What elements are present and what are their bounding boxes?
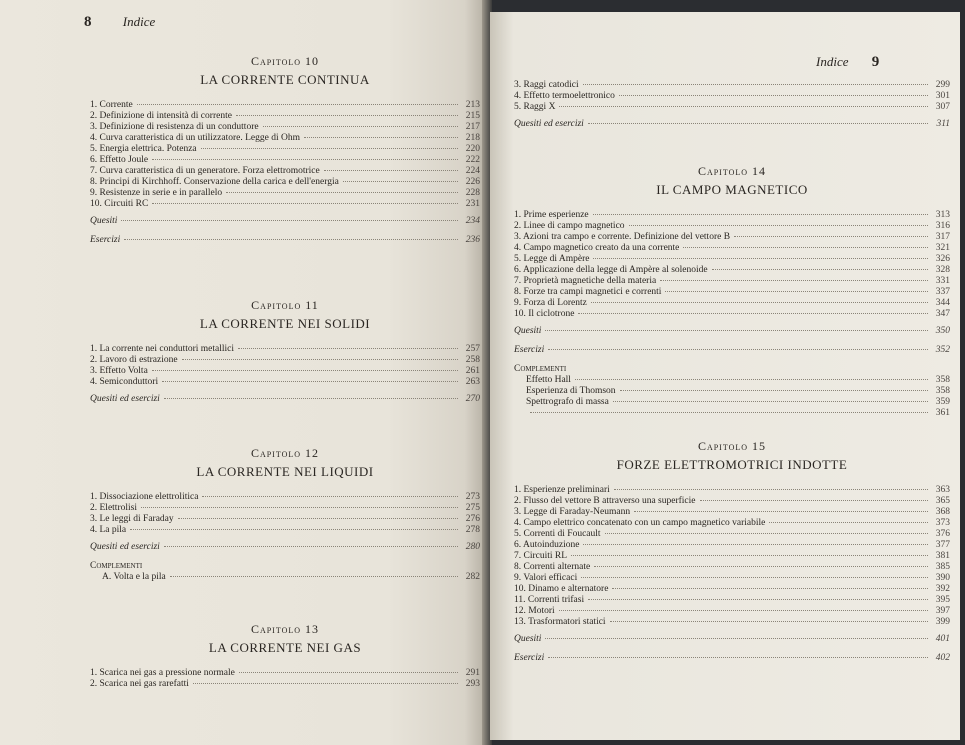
entry-page-number: 313 — [935, 210, 950, 220]
entry-label: 5. Legge di Ampère — [514, 254, 590, 264]
entry-page-number: 224 — [465, 166, 480, 176]
entry-page-number: 228 — [465, 188, 480, 198]
dot-leader — [130, 529, 458, 530]
entry-page-number: 328 — [935, 265, 950, 275]
dot-leader — [614, 489, 928, 490]
entry-label: Quesiti — [514, 634, 542, 644]
dot-leader — [170, 576, 458, 577]
entry-label: 8. Forze tra campi magnetici e correnti — [514, 287, 662, 297]
entry-label: 10. Il ciclotrone — [514, 309, 575, 319]
dot-leader — [629, 225, 928, 226]
toc-entry — [90, 514, 480, 525]
entry-page-number: 299 — [935, 80, 950, 90]
dot-leader — [571, 555, 928, 556]
dot-leader — [613, 401, 928, 402]
dot-leader — [141, 507, 458, 508]
toc-entry — [514, 551, 950, 562]
entry-page-number: 358 — [935, 386, 950, 396]
left-header-title: Indice — [122, 14, 156, 29]
toc-exercises-entry — [514, 326, 950, 337]
toc-exercises-entry — [90, 216, 480, 227]
dot-leader — [343, 181, 458, 182]
entry-page-number: 326 — [935, 254, 950, 264]
entry-page-number: 226 — [465, 177, 480, 187]
dot-leader — [164, 546, 458, 547]
left-running-head — [84, 14, 155, 31]
chapter-12 — [90, 446, 480, 583]
dot-leader — [559, 610, 928, 611]
entry-page-number: 352 — [935, 345, 950, 355]
dot-leader — [619, 95, 928, 96]
toc-complement-entry — [90, 572, 480, 583]
entry-page-number: 358 — [935, 375, 950, 385]
entry-label: Esperienza di Thomson — [526, 386, 616, 396]
chapter-13 — [90, 622, 480, 690]
toc-entry — [90, 177, 480, 188]
entry-label: 10. Dinamo e alternatore — [514, 584, 609, 594]
entry-label: 3. Le leggi di Faraday — [90, 514, 174, 524]
dot-leader — [239, 672, 458, 673]
dot-leader — [612, 588, 928, 589]
toc-entry — [514, 309, 950, 320]
toc-entry — [90, 166, 480, 177]
dot-leader — [548, 349, 928, 350]
entry-label: 4. Semiconduttori — [90, 377, 159, 387]
entry-page-number: 273 — [465, 492, 480, 502]
toc-entry — [90, 188, 480, 199]
chapter-label: Capitolo 15 — [697, 439, 767, 453]
dot-leader — [201, 148, 458, 149]
entry-page-number: 275 — [465, 503, 480, 513]
dot-leader — [137, 104, 458, 105]
entry-page-number: 301 — [935, 91, 950, 101]
chapter-title: FORZE ELETTROMOTRICI INDOTTE — [616, 457, 848, 472]
dot-leader — [665, 291, 928, 292]
dot-leader — [588, 599, 928, 600]
entry-page-number: 402 — [935, 653, 950, 663]
entry-label: 4. Campo elettrico concatenato con un campo magnetico variabile — [514, 518, 766, 528]
entry-label: 2. Lavoro di estrazione — [90, 355, 178, 365]
toc-entry — [514, 287, 950, 298]
toc-entry — [90, 503, 480, 514]
dot-leader — [152, 159, 458, 160]
entry-page-number: 307 — [935, 102, 950, 112]
toc-entry — [514, 254, 950, 265]
toc-entry — [514, 584, 950, 595]
entry-label: Quesiti ed esercizi — [90, 542, 160, 552]
entry-page-number: 278 — [465, 525, 480, 535]
dot-leader — [124, 239, 458, 240]
toc-entry — [514, 232, 950, 243]
entry-page-number: 222 — [465, 155, 480, 165]
right-page-number: 9 — [871, 54, 880, 70]
toc-exercises-entry — [514, 345, 950, 356]
toc-entry — [90, 366, 480, 377]
entry-label: 7. Circuiti RL — [514, 551, 568, 561]
toc-entry — [90, 492, 480, 503]
entry-label: 2. Scarica nei gas rarefatti — [90, 679, 189, 689]
entry-page-number: 282 — [465, 572, 480, 582]
entry-label: 6. Effetto Joule — [90, 155, 149, 165]
toc-entry — [514, 573, 950, 584]
toc-entry — [514, 210, 950, 221]
entry-page-number: 392 — [935, 584, 950, 594]
entry-label: Quesiti — [514, 326, 542, 336]
entry-label: 9. Forza di Lorentz — [514, 298, 587, 308]
entry-label: 9. Valori efficaci — [514, 573, 578, 583]
dot-leader — [530, 412, 928, 413]
dot-leader — [575, 379, 928, 380]
dot-leader — [593, 214, 928, 215]
entry-page-number: 365 — [935, 496, 950, 506]
toc-entry — [514, 617, 950, 628]
toc-complement-entry — [514, 397, 950, 408]
entry-label: 10. Circuiti RC — [90, 199, 149, 209]
toc-exercises-entry — [514, 634, 950, 645]
entry-label: 4. Curva caratteristica di un utilizzatore. Legge di Ohm — [90, 133, 300, 143]
entry-label: 3. Azioni tra campo e corrente. Definizione del vettore B — [514, 232, 731, 242]
entry-page-number: 377 — [935, 540, 950, 550]
chapter-10 — [90, 54, 480, 246]
entry-page-number: 213 — [465, 100, 480, 110]
dot-leader — [769, 522, 928, 523]
chapter-14 — [514, 164, 950, 419]
entry-page-number: 399 — [935, 617, 950, 627]
toc-entry — [90, 525, 480, 536]
toc-entry — [514, 540, 950, 551]
dot-leader — [545, 330, 928, 331]
entry-page-number: 337 — [935, 287, 950, 297]
entry-page-number: 376 — [935, 529, 950, 539]
dot-leader — [193, 683, 458, 684]
toc-entry — [514, 529, 950, 540]
entry-page-number: 220 — [465, 144, 480, 154]
dot-leader — [620, 390, 928, 391]
entry-label: 1. Scarica nei gas a pressione normale — [90, 668, 235, 678]
chapter-title: IL CAMPO MAGNETICO — [656, 182, 808, 197]
entry-page-number: 270 — [465, 394, 480, 404]
toc-exercises-entry — [90, 542, 480, 553]
dot-leader — [593, 258, 928, 259]
chapter-label: Capitolo 13 — [250, 622, 320, 636]
entry-page-number: 215 — [465, 111, 480, 121]
toc-entry — [90, 199, 480, 210]
toc-entry — [90, 344, 480, 355]
entry-page-number: 218 — [465, 133, 480, 143]
toc-exercises-entry — [514, 119, 950, 130]
entry-page-number: 234 — [465, 216, 480, 226]
toc-entry — [514, 606, 950, 617]
dot-leader — [559, 106, 928, 107]
dot-leader — [634, 511, 928, 512]
toc-entry — [514, 80, 950, 91]
toc-entry — [514, 276, 950, 287]
chapter-title: LA CORRENTE CONTINUA — [200, 72, 370, 87]
entry-label: 9. Resistenze in serie e in parallelo — [90, 188, 223, 198]
right-header-title: Indice — [816, 54, 849, 69]
entry-label: 2. Definizione di intensità di corrente — [90, 111, 232, 121]
entry-page-number: 359 — [935, 397, 950, 407]
entry-page-number: 401 — [935, 634, 950, 644]
toc-complement-entry — [514, 375, 950, 386]
chapter-title: LA CORRENTE NEI GAS — [208, 640, 362, 655]
toc-entry — [514, 102, 950, 113]
entry-label: 5. Energia elettrica. Potenza — [90, 144, 197, 154]
entry-page-number: 397 — [935, 606, 950, 616]
toc-entry — [514, 243, 950, 254]
entry-page-number: 231 — [465, 199, 480, 209]
toc-entry — [90, 355, 480, 366]
complements-label: Complementi — [90, 561, 143, 571]
dot-leader — [548, 657, 928, 658]
dot-leader — [202, 496, 458, 497]
entry-page-number: 317 — [935, 232, 950, 242]
dot-leader — [182, 359, 458, 360]
entry-label: 8. Principi di Kirchhoff. Conservazione della carica e dell'energia — [90, 177, 339, 187]
entry-label: 3. Raggi catodici — [514, 80, 579, 90]
entry-label: 1. Dissociazione elettrolitica — [90, 492, 199, 502]
entry-page-number: 280 — [465, 542, 480, 552]
entry-page-number: 291 — [465, 668, 480, 678]
entry-page-number: 385 — [935, 562, 950, 572]
toc-entry — [90, 144, 480, 155]
toc-exercises-entry — [90, 235, 480, 246]
dot-leader — [226, 192, 458, 193]
entry-page-number: 344 — [935, 298, 950, 308]
entry-label: 3. Effetto Volta — [90, 366, 148, 376]
toc-entry — [514, 595, 950, 606]
entry-label: 5. Raggi X — [514, 102, 556, 112]
left-page-number: 8 — [84, 14, 92, 30]
toc-entry — [514, 518, 950, 529]
entry-page-number: 257 — [465, 344, 480, 354]
entry-page-number: 331 — [935, 276, 950, 286]
entry-label: Esercizi — [514, 653, 545, 663]
entry-page-number: 361 — [935, 408, 950, 418]
toc-entry — [90, 679, 480, 690]
entry-label: Spettrografo di massa — [526, 397, 609, 407]
dot-leader — [164, 398, 458, 399]
toc-entry — [514, 562, 950, 573]
dot-leader — [263, 126, 458, 127]
chapter-title: LA CORRENTE NEI SOLIDI — [199, 316, 371, 331]
dot-leader — [178, 518, 458, 519]
toc-entry — [90, 668, 480, 679]
entry-page-number: 390 — [935, 573, 950, 583]
toc-entry — [90, 111, 480, 122]
chapter-label: Capitolo 12 — [250, 446, 320, 460]
toc-exercises-entry — [90, 394, 480, 405]
entry-label: 2. Linee di campo magnetico — [514, 221, 625, 231]
entry-page-number: 236 — [465, 235, 480, 245]
dot-leader — [578, 313, 928, 314]
entry-label: 1. La corrente nei conduttori metallici — [90, 344, 235, 354]
chapter-11 — [90, 298, 480, 405]
entry-page-number: 381 — [935, 551, 950, 561]
entry-label: 2. Elettrolisi — [90, 503, 137, 513]
entry-label: 2. Flusso del vettore B attraverso una superficie — [514, 496, 696, 506]
entry-label: 4. Campo magnetico creato da una corrente — [514, 243, 680, 253]
toc-entry — [514, 265, 950, 276]
dot-leader — [121, 220, 458, 221]
toc-entry — [514, 91, 950, 102]
dot-leader — [162, 381, 458, 382]
entry-label: 13. Trasformatori statici — [514, 617, 606, 627]
entry-page-number: 316 — [935, 221, 950, 231]
entry-page-number: 276 — [465, 514, 480, 524]
toc-entry — [514, 485, 950, 496]
entry-page-number: 263 — [465, 377, 480, 387]
entry-page-number: 350 — [935, 326, 950, 336]
entry-page-number: 347 — [935, 309, 950, 319]
dot-leader — [712, 269, 928, 270]
dot-leader — [236, 115, 458, 116]
entry-label: A. Volta e la pila — [102, 572, 166, 582]
dot-leader — [152, 203, 458, 204]
entry-label: Quesiti ed esercizi — [514, 119, 584, 129]
toc-entry — [90, 100, 480, 111]
entry-page-number: 217 — [465, 122, 480, 132]
entry-page-number: 363 — [935, 485, 950, 495]
dot-leader — [588, 123, 928, 124]
dot-leader — [545, 638, 928, 639]
entry-label: Esercizi — [514, 345, 545, 355]
toc-entry — [90, 377, 480, 388]
dot-leader — [660, 280, 928, 281]
chapter-label: Capitolo 14 — [697, 164, 767, 178]
toc-entry — [90, 133, 480, 144]
entry-page-number: 311 — [936, 119, 950, 129]
toc-entry — [514, 221, 950, 232]
dot-leader — [605, 533, 928, 534]
chapter-label: Capitolo 10 — [250, 54, 320, 68]
toc-entry — [514, 507, 950, 518]
entry-page-number: 373 — [935, 518, 950, 528]
entry-label: 5. Correnti di Foucault — [514, 529, 601, 539]
dot-leader — [700, 500, 928, 501]
entry-label: Esercizi — [90, 235, 121, 245]
entry-label: 4. Effetto termoelettronico — [514, 91, 615, 101]
entry-page-number: 261 — [465, 366, 480, 376]
toc-entry — [514, 298, 950, 309]
entry-label: 3. Definizione di resistenza di un conduttore — [90, 122, 259, 132]
entry-page-number: 395 — [935, 595, 950, 605]
entry-label: Quesiti — [90, 216, 118, 226]
entry-label: 7. Curva caratteristica di un generatore. Forza elettromotrice — [90, 166, 320, 176]
entry-page-number: 293 — [465, 679, 480, 689]
dot-leader — [583, 84, 928, 85]
entry-page-number: 258 — [465, 355, 480, 365]
chapter-title: LA CORRENTE NEI LIQUIDI — [196, 464, 374, 479]
entry-label: 1. Prime esperienze — [514, 210, 589, 220]
entry-page-number: 321 — [935, 243, 950, 253]
toc-complement-entry — [514, 408, 950, 419]
dot-leader — [583, 544, 928, 545]
entry-label: 6. Applicazione della legge di Ampère al solenoide — [514, 265, 708, 275]
entry-label: Effetto Hall — [526, 375, 571, 385]
dot-leader — [594, 566, 928, 567]
entry-label: Quesiti ed esercizi — [90, 394, 160, 404]
entry-label: 8. Correnti alternate — [514, 562, 591, 572]
toc-exercises-entry — [514, 653, 950, 664]
dot-leader — [581, 577, 928, 578]
entry-label: 1. Esperienze preliminari — [514, 485, 610, 495]
chapter-13-continued — [514, 80, 950, 130]
dot-leader — [152, 370, 458, 371]
dot-leader — [324, 170, 458, 171]
entry-label: 3. Legge di Faraday-Neumann — [514, 507, 631, 517]
entry-label: 12. Motori — [514, 606, 555, 616]
complements-label: Complementi — [514, 364, 567, 374]
dot-leader — [683, 247, 928, 248]
chapter-15 — [514, 439, 950, 664]
toc-complement-entry — [514, 386, 950, 397]
dot-leader — [304, 137, 458, 138]
toc-entry — [90, 155, 480, 166]
dot-leader — [591, 302, 928, 303]
dot-leader — [610, 621, 928, 622]
chapter-label: Capitolo 11 — [251, 298, 319, 312]
right-page — [490, 12, 960, 740]
entry-label: 4. La pila — [90, 525, 127, 535]
right-running-head — [816, 54, 879, 71]
entry-label: 11. Correnti trifasi — [514, 595, 585, 605]
entry-label: 7. Proprietà magnetiche della materia — [514, 276, 657, 286]
entry-label: 6. Autoinduzione — [514, 540, 580, 550]
toc-entry — [90, 122, 480, 133]
entry-label: 1. Corrente — [90, 100, 133, 110]
dot-leader — [238, 348, 458, 349]
dot-leader — [734, 236, 928, 237]
entry-page-number: 368 — [935, 507, 950, 517]
toc-entry — [514, 496, 950, 507]
